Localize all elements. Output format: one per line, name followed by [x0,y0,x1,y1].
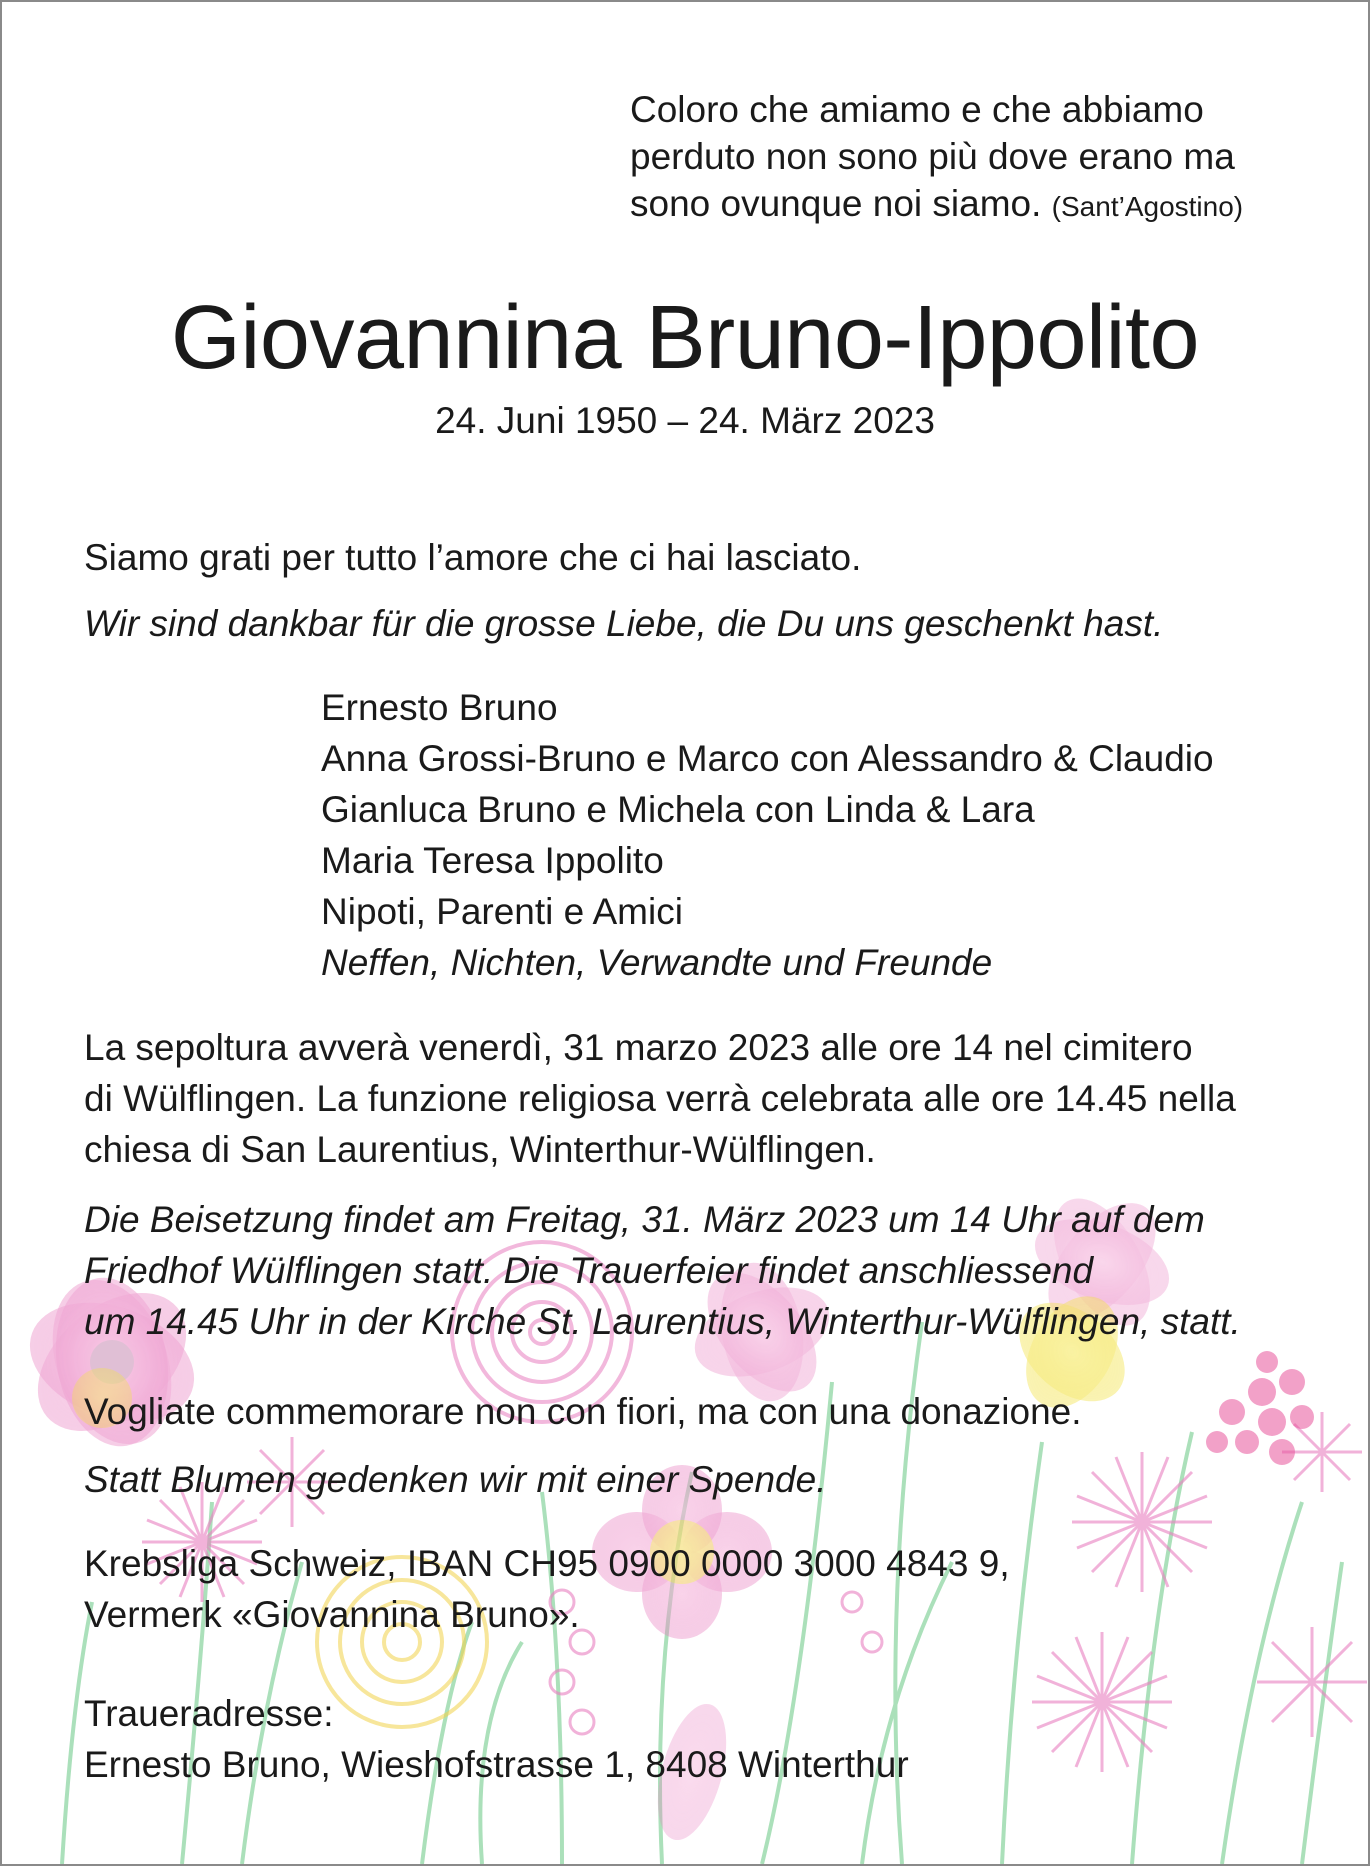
donation-iban: Krebsliga Schweiz, IBAN CH95 0900 0000 3000 4843 9, [84,1543,1010,1584]
donation-italian: Vogliate commemorare non con fiori, ma con una donazione. [84,1391,1082,1432]
family-member: Anna Grossi-Bruno e Marco con Alessandro & Claudio [321,738,1214,779]
burial-german-line: Die Beisetzung findet am Freitag, 31. März 2023 um 14 Uhr auf dem [84,1199,1205,1240]
quote-line-1: Coloro che amiamo e che abbiamo [630,89,1204,130]
quote-line-2: perduto non sono più dove erano ma [630,136,1235,177]
burial-italian [84,1022,1314,1175]
family-german: Neffen, Nichten, Verwandte und Freunde [321,942,993,983]
burial-italian-line: di Wülflingen. La funzione religiosa verrà celebrata alle ore 14.45 nella [84,1078,1236,1119]
family-list [321,682,1214,988]
family-member: Ernesto Bruno [321,687,558,728]
quote-source: (Sant’Agostino) [1051,191,1244,222]
family-member: Nipoti, Parenti e Amici [321,891,683,932]
obituary-content [2,2,1368,1864]
mourning-address: Ernesto Bruno, Wieshofstrasse 1, 8408 Winterthur [84,1744,909,1785]
donation-german: Statt Blumen gedenken wir mit einer Spende. [84,1459,827,1500]
life-dates: 24. Juni 1950 – 24. März 2023 [435,400,935,441]
burial-german-line: Friedhof Wülflingen statt. Die Trauerfeier findet anschliessend [84,1250,1094,1291]
family-member: Gianluca Bruno e Michela con Linda & Lara [321,789,1035,830]
quote-line-3: sono ovunque noi siamo. [630,183,1042,224]
burial-italian-line: La sepoltura avverà venerdì, 31 marzo 2023 alle ore 14 nel cimitero [84,1027,1193,1068]
family-member: Maria Teresa Ippolito [321,840,664,881]
deceased-name: Giovannina Bruno-Ippolito [170,288,1200,388]
burial-german-line: um 14.45 Uhr in der Kirche St. Laurentius, Winterthur-Wülflingen, statt. [84,1301,1241,1342]
thanks-italian: Siamo grati per tutto l’amore che ci hai lasciato. [84,537,862,578]
burial-italian-line: chiesa di San Laurentius, Winterthur-Wülflingen. [84,1129,876,1170]
burial-german [84,1194,1314,1347]
donation-details [84,1538,1314,1640]
donation-reference: Vermerk «Giovannina Bruno». [84,1594,580,1635]
thanks-german: Wir sind dankbar für die grosse Liebe, die Du uns geschenkt hast. [84,603,1164,644]
address-label: Traueradresse: [84,1693,334,1734]
memorial-quote [630,86,1330,230]
